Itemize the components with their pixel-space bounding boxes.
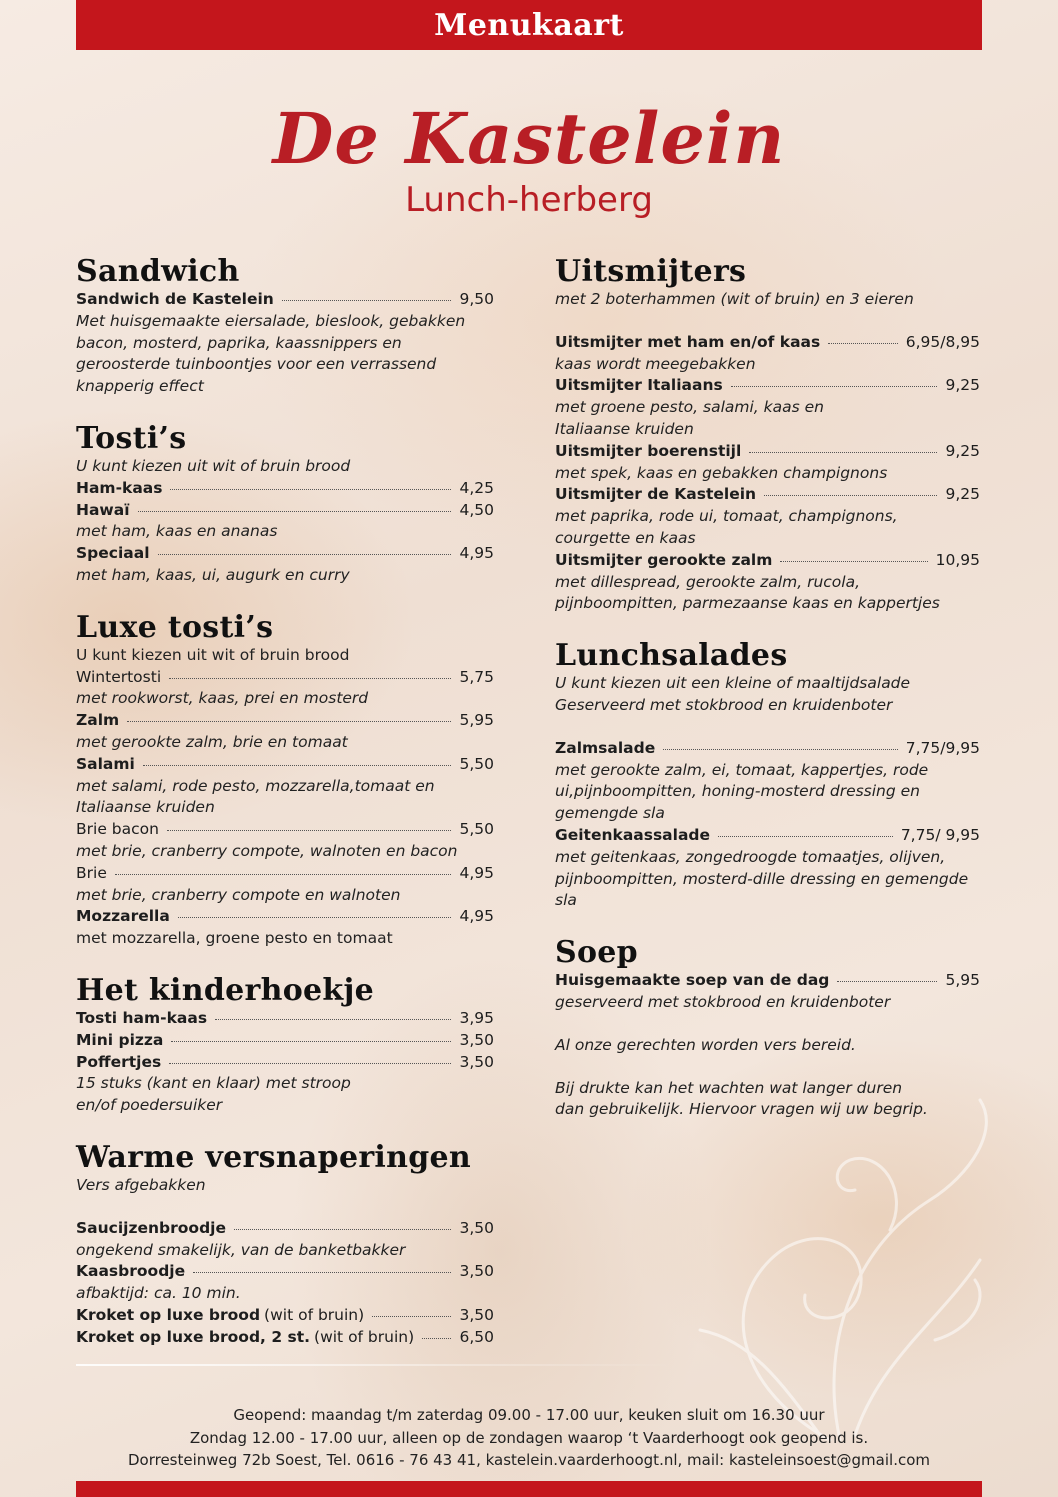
logo-subtitle: Lunch-herberg [405, 180, 653, 220]
dot-leader [193, 1272, 451, 1273]
item-name: Brie [76, 863, 107, 882]
menu-item [555, 332, 980, 354]
section-title: Warme versnaperingen [76, 1139, 472, 1175]
item-description: Met huisgemaakte eiersalade, bieslook, gebakken bacon, mosterd, paprika, kaassnippers en geroosterde tuinboontjes voor een verrassend knapperig effect [76, 311, 466, 396]
item-name: Uitsmijter de Kastelein [555, 485, 757, 504]
item-description: afbaktijd: ca. 10 min. [76, 1284, 241, 1303]
item-description: met rookworst, kaas, prei en mosterd [76, 689, 369, 708]
spacer [555, 311, 980, 332]
item-description: 15 stuks (kant en klaar) met stroop en/of poedersuiker [76, 1074, 351, 1115]
item-name: Uitsmijter met ham en/of kaas [555, 332, 821, 351]
footer-opening-hours: Geopend: maandag t/m zaterdag 09.00 - 17.00 uur, keuken sluit om 16.30 uur [233, 1406, 825, 1424]
dot-leader [764, 495, 937, 496]
section-intro: U kunt kiezen uit een kleine of maaltijdsalade [555, 674, 911, 693]
section-sandwich [76, 255, 494, 398]
item-price: 3,50 [459, 1262, 494, 1281]
footer-contact: Dorresteinweg 72b Soest, Tel. 0616 - 76 43 41, kastelein.vaarderhoogt.nl, mail: kasteleinsoest@gmail.com [127, 1451, 930, 1469]
item-name: Mini pizza [76, 1030, 164, 1049]
dot-leader [171, 1041, 451, 1042]
section-uitsmijters [555, 255, 980, 615]
section-intro: U kunt kiezen uit wit of bruin brood [76, 456, 351, 475]
dot-leader [234, 1229, 451, 1230]
menu-item [76, 906, 494, 928]
item-price: 4,50 [459, 500, 494, 519]
section-intro: Geserveerd met stokbrood en kruidenboter [555, 695, 893, 714]
menu-item [76, 478, 494, 500]
section-lunchsalades [555, 639, 980, 912]
item-description: met brie, cranberry compote, walnoten en bacon [76, 841, 458, 860]
item-name: Kroket op luxe brood [76, 1305, 261, 1324]
left-column [76, 255, 494, 1372]
item-name: Brie bacon [76, 820, 159, 839]
item-name: Geitenkaassalade [555, 825, 711, 844]
item-price: 6,50 [459, 1327, 494, 1346]
menu-item [555, 441, 980, 463]
item-suffix: (wit of bruin) [314, 1327, 415, 1346]
dot-leader [828, 343, 898, 344]
menu-item [76, 1030, 494, 1052]
section-warme-versnaperingen [76, 1141, 494, 1349]
header-title: Menukaart [434, 7, 624, 43]
item-name: Mozzarella [76, 907, 170, 926]
item-name: Saucijzenbroodje [76, 1218, 226, 1237]
item-price: 9,50 [459, 290, 494, 308]
menu-item [555, 375, 980, 397]
item-description: met gerookte zalm, brie en tomaat [76, 732, 348, 751]
menu-item [76, 289, 494, 311]
menu-item [76, 500, 494, 522]
item-name: Ham-kaas [76, 478, 163, 497]
spacer [555, 1014, 980, 1035]
item-description: met salami, rode pesto, mozzarella,tomaat en Italiaanse kruiden [76, 776, 435, 817]
section-title: Lunchsalades [555, 638, 788, 674]
item-name: Zalmsalade [555, 738, 656, 757]
item-description: met geitenkaas, zongedroogde tomaatjes, olijven, pijnboompitten, mosterd-dille dressing en gemengde sla [555, 847, 969, 910]
footer-sunday-hours: Zondag 12.00 - 17.00 uur, alleen op de zondagen waarop ‘t Vaarderhoogt ook geopend is. [189, 1428, 869, 1447]
item-price: 7,75/ 9,95 [900, 825, 980, 844]
section-luxe-tostis [76, 611, 494, 950]
item-price: 9,25 [945, 376, 980, 395]
item-name: Speciaal [76, 544, 150, 563]
item-description: ongekend smakelijk, van de banketbakker [76, 1240, 406, 1259]
footer-divider [76, 1364, 676, 1366]
right-column [555, 255, 980, 1145]
section-tostis [76, 422, 494, 587]
section-title: Uitsmijters [555, 254, 747, 289]
dot-leader [215, 1019, 451, 1020]
item-price: 5,95 [459, 711, 494, 730]
item-price: 4,95 [459, 907, 494, 926]
item-name: Uitsmijter gerookte zalm [555, 550, 773, 569]
item-description: met ham, kaas en ananas [76, 522, 278, 541]
note-fresh: Al onze gerechten worden vers bereid. [555, 1035, 856, 1054]
section-title: Soep [555, 935, 638, 971]
item-name: Tosti ham-kaas [76, 1008, 208, 1027]
item-name: Wintertosti [76, 667, 162, 686]
menu-item [76, 1305, 494, 1327]
item-name: Poffertjes [76, 1052, 162, 1071]
footer [0, 1404, 1058, 1472]
section-intro: met 2 boterhammen (wit of bruin) en 3 eieren [555, 290, 914, 308]
header-bar [76, 0, 982, 50]
dot-leader [143, 765, 452, 766]
menu-item [76, 754, 494, 776]
item-name: Salami [76, 754, 135, 773]
item-price: 3,50 [459, 1030, 494, 1049]
dot-leader [127, 721, 451, 722]
item-description: kaas wordt meegebakken [555, 354, 756, 373]
section-kinderhoekje [76, 974, 494, 1117]
menu-item [76, 1261, 494, 1283]
menu-item [555, 825, 980, 847]
dot-leader [169, 678, 451, 679]
item-name: Huisgemaakte soep van de dag [555, 971, 830, 990]
section-title: Het kinderhoekje [76, 972, 375, 1008]
menu-item [555, 484, 980, 506]
menu-item [555, 550, 980, 572]
item-description: geserveerd met stokbrood en kruidenboter [555, 992, 891, 1011]
dot-leader [749, 452, 937, 453]
dot-leader [138, 511, 452, 512]
menu-item [76, 667, 494, 689]
spacer [555, 1057, 980, 1078]
dot-leader [158, 554, 452, 555]
logo-name: De Kastelein [272, 97, 786, 180]
spacer [555, 717, 980, 738]
menu-item [76, 1008, 494, 1030]
dot-leader [422, 1338, 451, 1339]
item-description: met dillespread, gerookte zalm, rucola, pijnboompitten, parmezaanse kaas en kappertjes [555, 572, 940, 613]
section-intro: Vers afgebakken [76, 1175, 206, 1194]
item-description: met spek, kaas en gebakken champignons [555, 463, 888, 482]
dot-leader [170, 489, 451, 490]
item-price: 3,50 [459, 1218, 494, 1237]
item-description: met brie, cranberry compote en walnoten [76, 885, 401, 904]
item-name: Hawaï [76, 500, 130, 519]
item-description: met paprika, rode ui, tomaat, champignons, courgette en kaas [555, 507, 898, 547]
item-description: met groene pesto, salami, kaas en Italiaanse kruiden [555, 398, 824, 438]
item-name: Kroket op luxe brood, 2 st. [76, 1327, 311, 1346]
item-description: met gerookte zalm, ei, tomaat, kappertjes, rode ui,pijnboompitten, honing-mosterd dressing en gemengde sla [555, 760, 929, 823]
item-price: 9,25 [945, 441, 980, 460]
item-price: 6,95/8,95 [905, 332, 980, 351]
menu-item [555, 738, 980, 760]
dot-leader [167, 830, 452, 831]
dot-leader [731, 386, 938, 387]
dot-leader [663, 749, 898, 750]
item-price: 4,95 [459, 544, 494, 563]
dot-leader [115, 874, 452, 875]
dot-leader [282, 300, 452, 301]
item-price: 5,50 [459, 754, 494, 773]
item-price: 3,50 [459, 1052, 494, 1071]
menu-item [76, 543, 494, 565]
dot-leader [837, 981, 937, 982]
item-name: Kaasbroodje [76, 1262, 186, 1281]
logo [0, 96, 1058, 220]
item-price: 5,95 [945, 971, 980, 990]
item-price: 3,95 [459, 1008, 494, 1027]
item-price: 10,95 [935, 550, 980, 569]
item-price: 4,25 [459, 478, 494, 497]
dot-leader [372, 1316, 451, 1317]
section-title: Sandwich [76, 254, 240, 289]
menu-item [76, 710, 494, 732]
item-price: 7,75/9,95 [905, 738, 980, 757]
menu-item [555, 970, 980, 992]
dot-leader [169, 1063, 451, 1064]
menu-item [76, 1327, 494, 1349]
footer-bar [76, 1481, 982, 1497]
item-name: Uitsmijter Italiaans [555, 376, 723, 395]
note-busy: Bij drukte kan het wachten wat langer duren dan gebruikelijk. Hiervoor vragen wij uw begrip. [555, 1078, 928, 1119]
item-description: met mozzarella, groene pesto en tomaat [76, 929, 393, 948]
section-intro: U kunt kiezen uit wit of bruin brood [76, 645, 350, 664]
item-description: met ham, kaas, ui, augurk en curry [76, 565, 350, 584]
menu-item [76, 819, 494, 841]
section-title: Tosti’s [76, 420, 187, 456]
item-name: Uitsmijter boerenstijl [555, 441, 742, 460]
dot-leader [780, 561, 927, 562]
dot-leader [178, 917, 452, 918]
item-price: 4,95 [459, 863, 494, 882]
menu-item [76, 1218, 494, 1240]
dot-leader [718, 836, 893, 837]
item-name: Zalm [76, 711, 120, 730]
item-price: 5,75 [459, 667, 494, 686]
item-suffix: (wit of bruin) [264, 1305, 365, 1324]
section-title: Luxe tosti’s [76, 609, 274, 645]
menu-item [76, 1052, 494, 1074]
item-price: 5,50 [459, 820, 494, 839]
decorative-swirl-icon [680, 1090, 1010, 1450]
item-name: Sandwich de Kastelein [76, 290, 274, 308]
item-price: 3,50 [459, 1305, 494, 1324]
menu-item [76, 863, 494, 885]
item-price: 9,25 [945, 485, 980, 504]
spacer [76, 1197, 494, 1218]
